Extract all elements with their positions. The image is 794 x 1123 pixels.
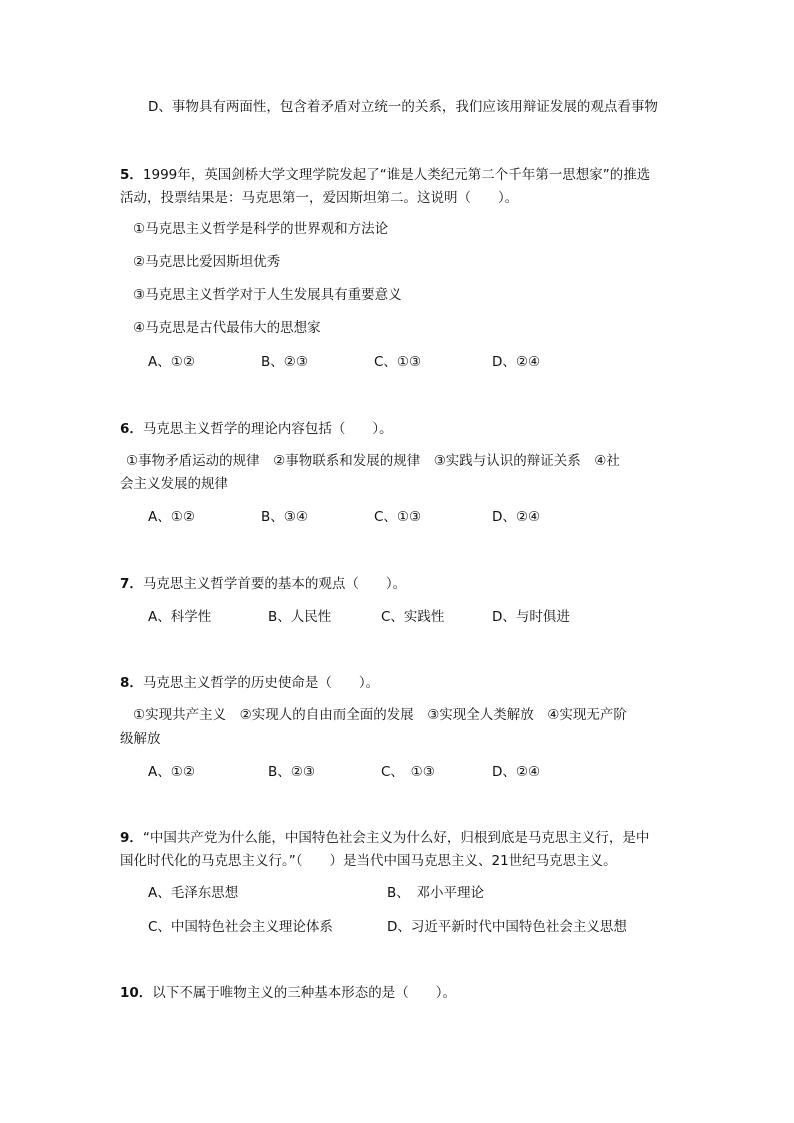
q9-option-a[interactable]: A、毛泽东思想 xyxy=(148,885,239,901)
q7-option-c[interactable]: C、实践性 xyxy=(381,609,445,625)
q5-number: 5． xyxy=(120,167,143,183)
q7-number: 7． xyxy=(120,576,143,592)
q6-stem xyxy=(120,420,393,438)
q6-option-b[interactable]: B、③④ xyxy=(261,509,308,525)
q10-stem xyxy=(120,984,456,1002)
q5-option-c[interactable]: C、①③ xyxy=(374,354,422,370)
q8-option-d[interactable]: D、②④ xyxy=(492,764,541,780)
q7-stem-text: 马克思主义哲学首要的基本的观点（ ）。 xyxy=(142,576,407,592)
q5-item-3: ③马克思主义哲学对于人生发展具有重要意义 xyxy=(133,287,402,303)
q5-item-4: ④马克思是古代最伟大的思想家 xyxy=(133,320,321,336)
q9-stem-line2: 国化时代化的马克思主义行。”（ ）是当代中国马克思主义、21世纪马克思主义。 xyxy=(120,853,617,869)
q8-option-c[interactable]: C、 ①③ xyxy=(381,764,435,780)
q8-items-line1: ①实现共产主义 ②实现人的自由而全面的发展 ③实现全人类解放 ④实现无产阶 xyxy=(133,707,627,723)
q8-stem-text: 马克思主义哲学的历史使命是（ ）。 xyxy=(142,675,380,691)
q5-item-1: ①马克思主义哲学是科学的世界观和方法论 xyxy=(133,221,389,237)
q7-option-a[interactable]: A、科学性 xyxy=(148,609,212,625)
q8-option-a[interactable]: A、①② xyxy=(148,764,195,780)
q8-number: 8． xyxy=(120,675,143,691)
q9-stem-line1 xyxy=(120,829,649,847)
q6-stem-text: 马克思主义哲学的理论内容包括（ ）。 xyxy=(142,421,393,437)
q5-option-a[interactable]: A、①② xyxy=(148,354,195,370)
q6-items-line2: 会主义发展的规律 xyxy=(120,476,228,492)
q5-option-b[interactable]: B、②③ xyxy=(261,354,308,370)
q9-option-d[interactable]: D、习近平新时代中国特色社会主义思想 xyxy=(387,919,627,935)
q5-stem-text1: 1999年，英国剑桥大学文理学院发起了“谁是人类纪元第二个千年第一思想家”的推选 xyxy=(142,167,651,183)
q4-option-d: D、事物具有两面性，包含着矛盾对立统一的关系，我们应该用辩证发展的观点看事物 xyxy=(148,99,658,115)
q8-stem xyxy=(120,674,379,692)
q8-option-b[interactable]: B、②③ xyxy=(268,764,315,780)
q9-option-b[interactable]: B、 邓小平理论 xyxy=(387,885,485,901)
q9-number: 9． xyxy=(120,830,143,846)
q6-number: 6． xyxy=(120,421,143,437)
q9-stem-text1: “中国共产党为什么能，中国特色社会主义为什么好，归根到底是马克思主义行，是中 xyxy=(142,830,650,846)
q6-option-d[interactable]: D、②④ xyxy=(492,509,541,525)
q7-stem xyxy=(120,575,406,593)
q10-stem-text: 以下不属于唯物主义的三种基本形态的是（ ）。 xyxy=(152,985,457,1001)
q7-option-d[interactable]: D、与时俱进 xyxy=(492,609,570,625)
q5-stem-line1 xyxy=(120,166,650,184)
q5-option-d[interactable]: D、②④ xyxy=(492,354,541,370)
q5-item-2: ②马克思比爱因斯坦优秀 xyxy=(133,254,281,270)
q6-option-a[interactable]: A、①② xyxy=(148,509,195,525)
q7-option-b[interactable]: B、人民性 xyxy=(268,609,332,625)
q8-items-line2: 级解放 xyxy=(120,731,161,747)
q9-option-c[interactable]: C、中国特色社会主义理论体系 xyxy=(148,919,333,935)
q6-option-c[interactable]: C、①③ xyxy=(374,509,422,525)
q10-number: 10． xyxy=(120,985,153,1001)
q6-items-line1: ①事物矛盾运动的规律 ②事物联系和发展的规律 ③实践与认识的辩证关系 ④社 xyxy=(126,453,620,469)
q5-stem-line2: 活动，投票结果是：马克思第一，爱因斯坦第二。这说明（ ）。 xyxy=(120,190,519,206)
